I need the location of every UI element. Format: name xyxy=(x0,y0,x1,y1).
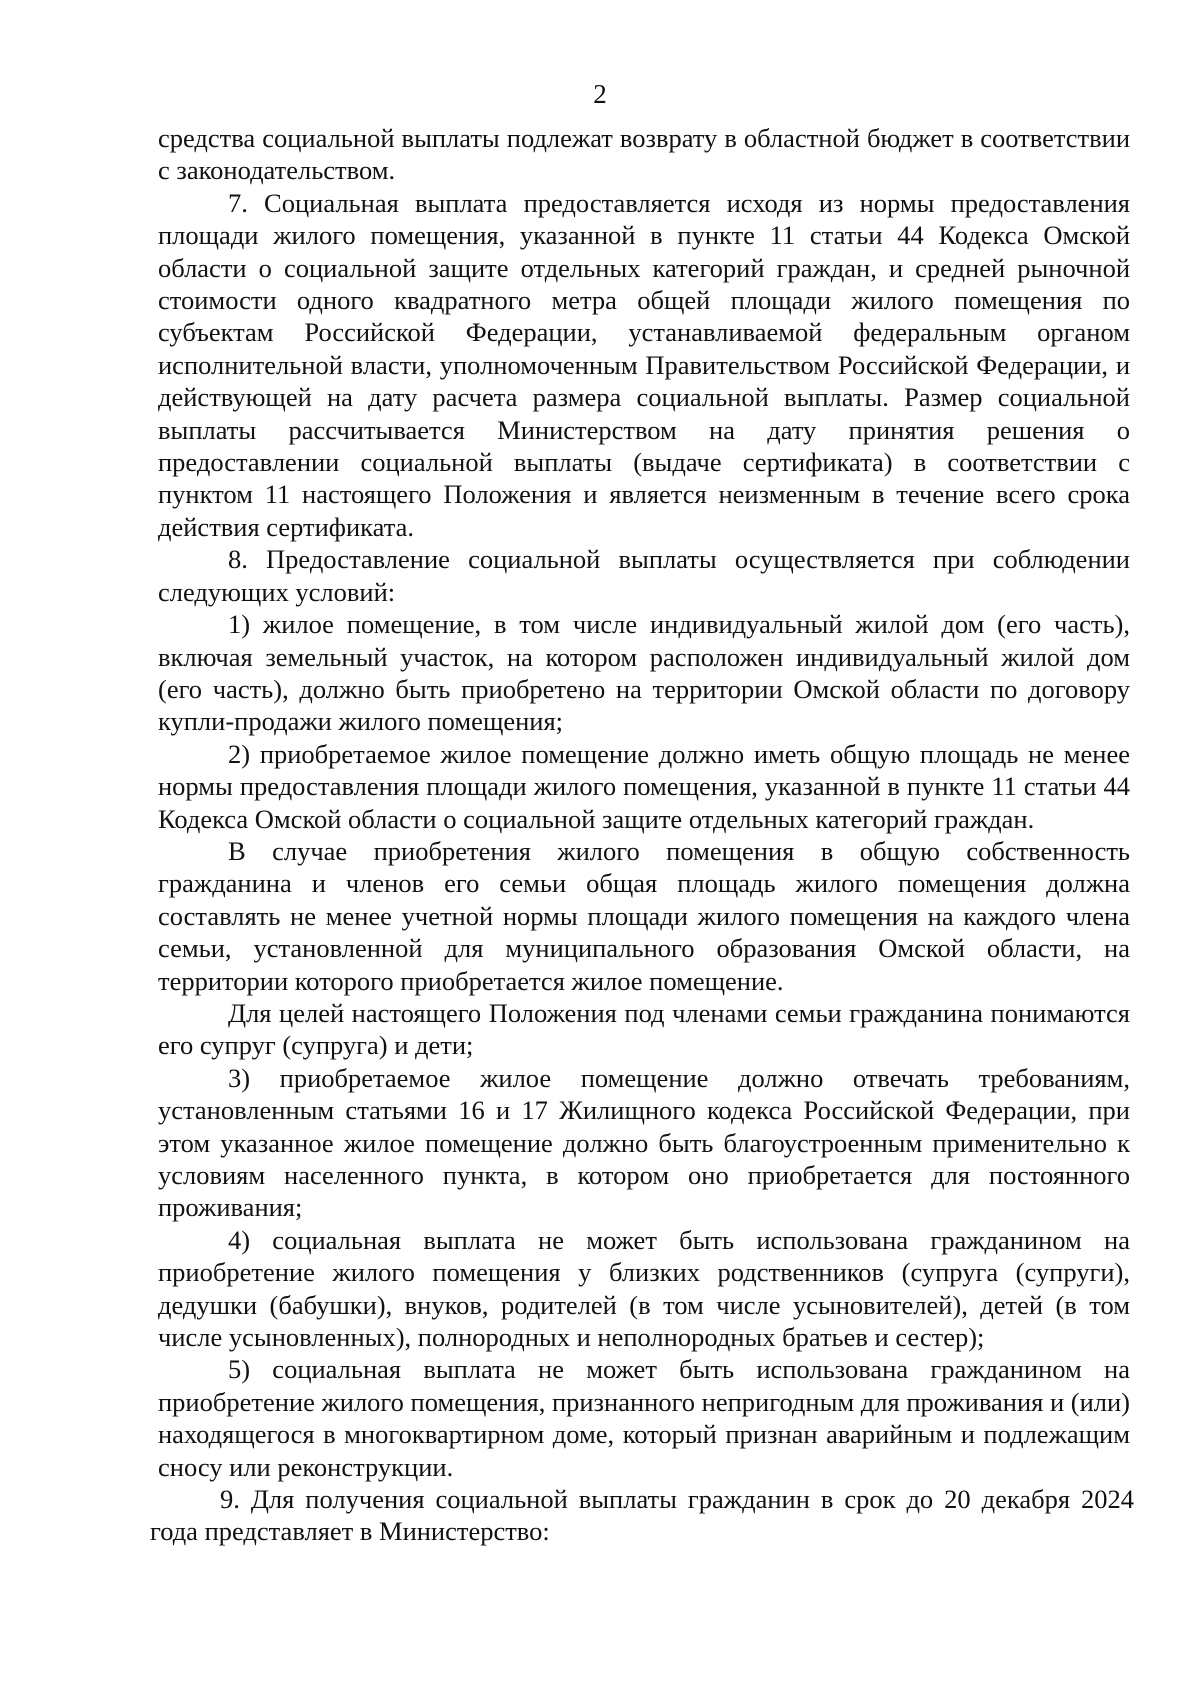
document-body xyxy=(150,122,1134,1548)
paragraph-item-7: 7. Социальная выплата предоставляется исходя из нормы предоставления площади жилого помещения, указанной в пункте 11 статьи 44 Кодекса Омской области о социальной защите отдельных категорий граждан, и средней рыночной стоимости одного квадратного метра общей площади жилого помещения по субъектам Российской Федерации, устанавливаемой федеральным органом исполнительной власти, уполномоченным Правительством Российской Федерации, и действующей на дату расчета размера социальной выплаты. Размер социальной выплаты рассчитывается Министерством на дату принятия решения о предоставлении социальной выплаты (выдаче сертификата) в соответствии с пунктом 11 настоящего Положения и является неизменным в течение всего срока действия сертификата. xyxy=(158,187,1130,542)
paragraph-item-8: 8. Предоставление социальной выплаты осуществляется при соблюдении следующих условий: xyxy=(158,544,1130,607)
paragraph-shared-ownership: В случае приобретения жилого помещения в общую собственность гражданина и членов его семьи общая площадь жилого помещения должна составлять не менее учетной нормы площади жилого помещения на каждого члена семьи, установленной для муниципального образования Омской области, на территории которого приобретается жилое помещение. xyxy=(158,835,1130,996)
paragraph-condition-3: 3) приобретаемое жилое помещение должно отвечать требованиям, установленным статьями 16 и 17 Жилищного кодекса Российской Федерации, при этом указанное жилое помещение должно быть благоустроенным применительно к условиям населенного пункта, в котором оно приобретается для постоянного проживания; xyxy=(158,1062,1130,1223)
page-number: 2 xyxy=(593,79,607,109)
paragraph-family-definition: Для целей настоящего Положения под членами семьи гражданина понимаются его супруг (супруга) и дети; xyxy=(158,997,1130,1061)
paragraph-continuation: средства социальной выплаты подлежат возврату в областной бюджет в соответствии с законодательством. xyxy=(158,123,1130,186)
paragraph-condition-2: 2) приобретаемое жилое помещение должно иметь общую площадь не менее нормы предоставления площади жилого помещения, указанной в пункте 11 статьи 44 Кодекса Омской области о социальной защите отдельных категорий граждан. xyxy=(158,738,1130,834)
paragraph-item-9: 9. Для получения социальной выплаты гражданин в срок до 20 декабря 2024 года представляет в Министерство: xyxy=(150,1484,1134,1547)
paragraph-condition-1: 1) жилое помещение, в том числе индивидуальный жилой дом (его часть), включая земельный участок, на котором расположен индивидуальный жилой дом (его часть), должно быть приобретено на территории Омской области по договору купли-продажи жилого помещения; xyxy=(158,609,1130,737)
paragraph-condition-5: 5) социальная выплата не может быть использована гражданином на приобретение жилого помещения, признанного непригодным для проживания и (или) находящегося в многоквартирном доме, который признан аварийным и подлежащим сносу или реконструкции. xyxy=(158,1354,1130,1482)
paragraph-condition-4: 4) социальная выплата не может быть использована гражданином на приобретение жилого помещения у близких родственников (супруга (супруги), дедушки (бабушки), внуков, родителей (в том числе усыновителей), детей (в том числе усыновленных), полнородных и неполнородных братьев и сестер); xyxy=(158,1224,1130,1353)
